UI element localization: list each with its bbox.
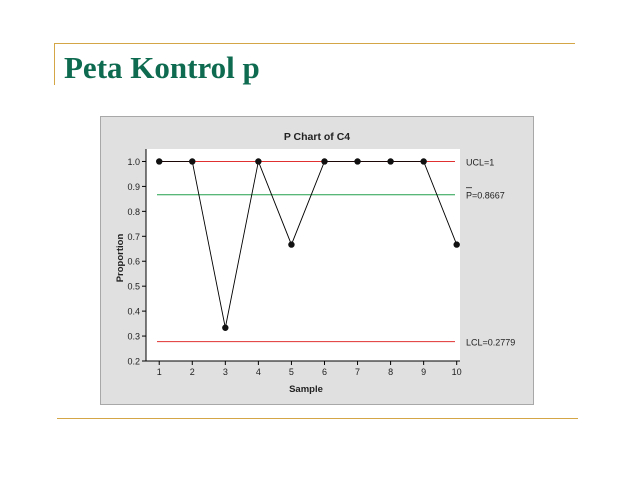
y-tick-label: 0.2 (127, 356, 140, 367)
x-tick-label: 6 (321, 367, 327, 377)
x-tick-label: 1 (156, 367, 162, 377)
data-point (156, 158, 162, 164)
data-point (453, 241, 459, 247)
reference-label-2: LCL=0.2779 (466, 337, 516, 348)
y-tick-label: 1.0 (127, 156, 140, 167)
y-tick-label: 0.7 (127, 231, 140, 242)
data-point (189, 158, 195, 164)
data-point (255, 158, 261, 164)
y-tick-label: 0.6 (127, 256, 140, 267)
y-tick-label: 0.5 (127, 281, 140, 292)
y-tick-label: 0.9 (127, 181, 140, 192)
x-tick-label: 2 (189, 367, 195, 377)
reference-labels (466, 157, 515, 347)
x-axis-label: Sample (289, 384, 323, 395)
reference-label-0: UCL=1 (466, 157, 495, 168)
x-tick-label: 3 (222, 367, 228, 377)
plot-area (146, 149, 460, 361)
y-axis-label: Proportion (115, 233, 126, 283)
reference-label-1: P=0.8667 (466, 190, 505, 201)
slide-title: Peta Kontrol p (64, 50, 260, 85)
x-tick-label: 4 (255, 367, 261, 377)
data-point (321, 158, 327, 164)
y-tick-label: 0.4 (127, 306, 140, 317)
x-tick-label: 8 (388, 367, 394, 377)
x-tick-label: 10 (451, 367, 462, 377)
chart-title: P Chart of C4 (283, 131, 351, 143)
x-tick-label: 9 (421, 367, 427, 377)
y-tick-label: 0.3 (127, 331, 140, 342)
y-tick-label: 0.8 (127, 206, 140, 217)
data-point (420, 158, 426, 164)
data-point (222, 325, 228, 331)
x-tick-label: 5 (288, 367, 294, 377)
x-tick-label: 7 (355, 367, 361, 377)
data-point (288, 241, 294, 247)
data-point (354, 158, 360, 164)
data-point (387, 158, 393, 164)
